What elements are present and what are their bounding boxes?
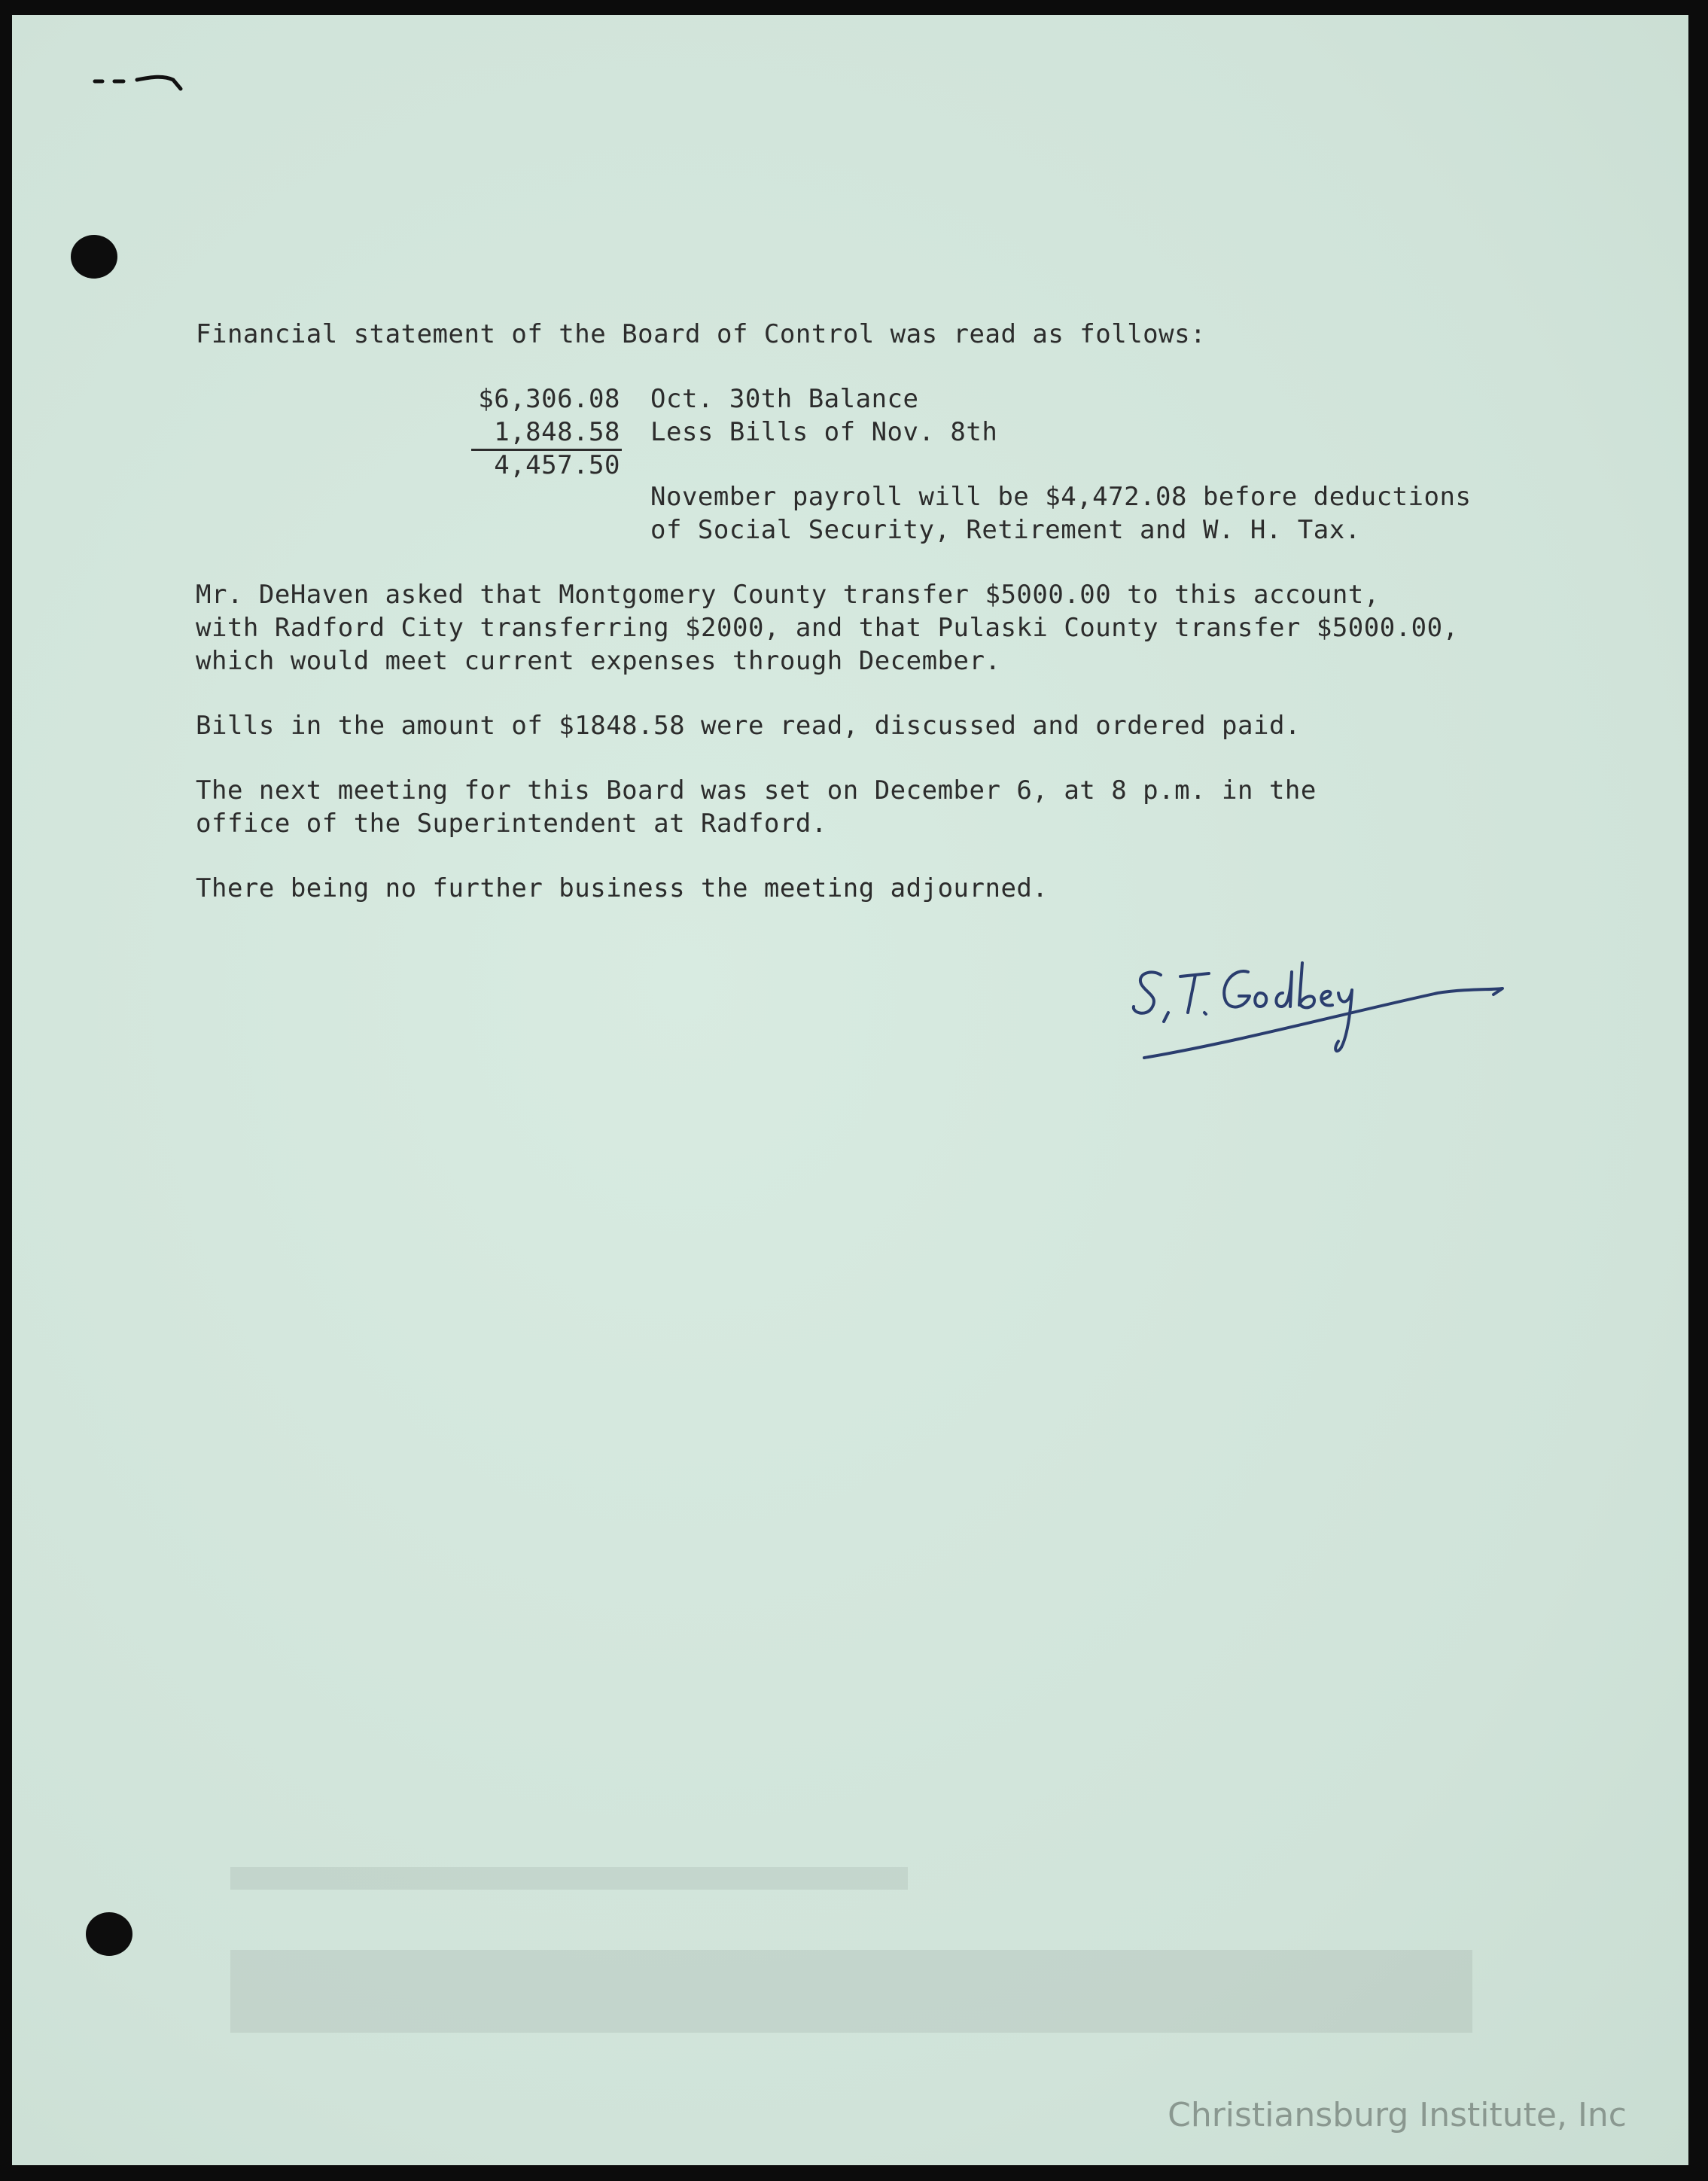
binder-hole-top: [71, 235, 117, 279]
ledger-label-bills: Less Bills of Nov. 8th: [650, 417, 998, 447]
ledger-amount-bills: 1,848.58: [494, 417, 620, 447]
intro-line: Financial statement of the Board of Control was read as follows:: [196, 319, 1207, 349]
bleed-through-texture: [230, 1852, 1510, 2078]
payroll-note-line-2: of Social Security, Retirement and W. H. Tax.: [650, 515, 1361, 545]
next-meeting-line-1: The next meeting for this Board was set on December 6, at 8 p.m. in the: [196, 775, 1317, 806]
bills-paragraph: Bills in the amount of $1848.58 were read, discussed and ordered paid.: [196, 711, 1301, 741]
next-meeting-line-2: office of the Superintendent at Radford.: [196, 809, 827, 839]
closing-paragraph: There being no further business the meeting adjourned.: [196, 873, 1049, 903]
transfer-paragraph-line-3: which would meet current expenses through December.: [196, 646, 1001, 676]
handwritten-signature: [1122, 900, 1513, 1065]
binder-hole-bottom: [86, 1912, 132, 1956]
transfer-paragraph-line-2: with Radford City transferring $2000, and that Pulaski County transfer $5000.00,: [196, 613, 1459, 643]
corner-scribble-mark: [92, 72, 190, 95]
transfer-paragraph-line-1: Mr. DeHaven asked that Montgomery County transfer $5000.00 to this account,: [196, 580, 1380, 610]
watermark-attribution: Christiansburg Institute, Inc: [1168, 2096, 1627, 2134]
payroll-note-line-1: November payroll will be $4,472.08 before deductions: [650, 482, 1472, 512]
ledger-label-balance: Oct. 30th Balance: [650, 384, 919, 414]
ledger-amount-remaining: 4,457.50: [494, 450, 620, 480]
ledger-amount-balance: $6,306.08: [478, 384, 620, 414]
